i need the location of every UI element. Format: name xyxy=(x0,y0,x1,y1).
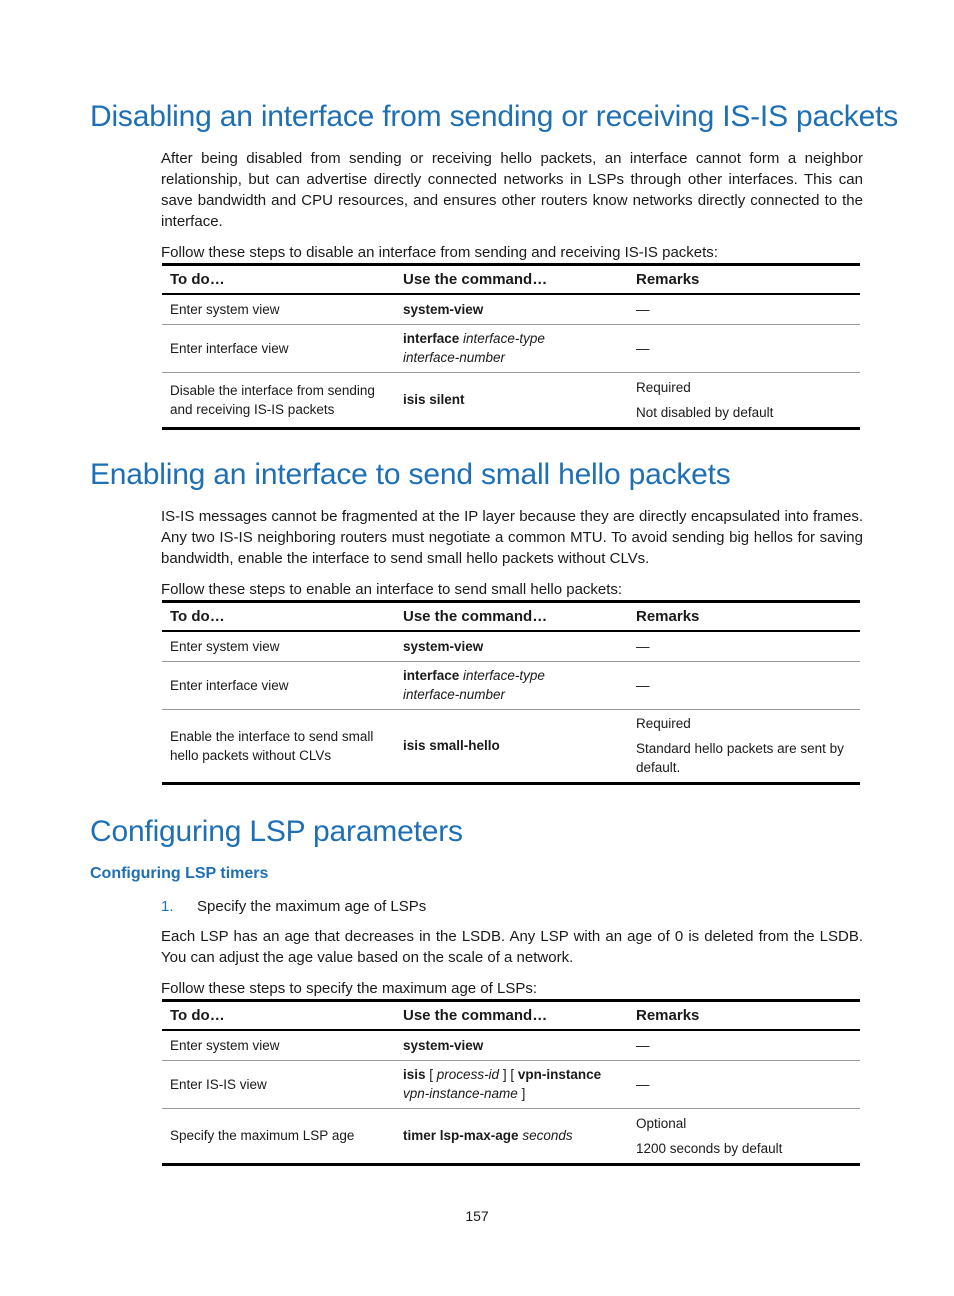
cell-remarks xyxy=(628,372,860,428)
header-remarks: Remarks xyxy=(628,265,860,295)
table-row xyxy=(162,1060,860,1108)
section-paragraph: Each LSP has an age that decreases in the LSDB. Any LSP with an age of 0 is deleted from the LSDB. You can adjust the age value based on the scale of a network. xyxy=(161,928,863,966)
table-intro: Follow these steps to disable an interface from sending and receiving IS-IS packets: xyxy=(161,244,718,261)
step-number: 1. xyxy=(161,898,174,915)
table-header-row xyxy=(162,265,860,295)
cell-remarks: — xyxy=(628,294,860,324)
header-todo: To do… xyxy=(162,265,395,295)
header-command: Use the command… xyxy=(395,265,628,295)
remark-line: Not disabled by default xyxy=(636,404,774,420)
cell-remarks: — xyxy=(628,1060,860,1108)
subsection-title-lsp-timers: Configuring LSP timers xyxy=(90,865,269,882)
remark-line: Standard hello packets are sent by default. xyxy=(636,741,844,775)
command-argument: vpn-instance-name xyxy=(403,1086,518,1101)
cell-command xyxy=(395,661,628,709)
command-keyword: vpn-instance xyxy=(517,1067,602,1082)
cell-todo: Enter system view xyxy=(162,1030,395,1060)
header-command: Use the command… xyxy=(395,1001,628,1031)
cell-todo: Enter system view xyxy=(162,631,395,661)
table-row xyxy=(162,1108,860,1164)
table-row xyxy=(162,631,860,661)
cell-todo: Specify the maximum LSP age xyxy=(162,1108,395,1164)
command-keyword: isis xyxy=(403,1067,426,1082)
cell-todo: Disable the interface from sending and receiving IS-IS packets xyxy=(162,372,395,428)
command-argument: seconds xyxy=(522,1128,573,1143)
cell-command xyxy=(395,1060,628,1108)
cell-remarks xyxy=(628,709,860,783)
cell-command: system-view xyxy=(395,1030,628,1060)
table-intro: Follow these steps to enable an interface to send small hello packets: xyxy=(161,581,623,598)
remark-line: Required xyxy=(636,379,691,395)
cell-command: system-view xyxy=(395,631,628,661)
cell-remarks: — xyxy=(628,661,860,709)
step-text: Specify the maximum age of LSPs xyxy=(197,898,427,915)
header-todo: To do… xyxy=(162,602,395,632)
command-keyword: interface xyxy=(403,331,460,346)
command-keyword: interface xyxy=(403,668,460,683)
table-row xyxy=(162,324,860,372)
table-row xyxy=(162,372,860,428)
numbered-step xyxy=(161,896,426,917)
table-row xyxy=(162,661,860,709)
section-paragraph: After being disabled from sending or receiving hello packets, an interface cannot form a neighbor relationship, but can advertise directly connected networks in LSPs through other interfaces. This can save bandwidth and CPU resources, and ensures other routers know networks directly connected to the interface. xyxy=(161,150,863,230)
page-number: 157 xyxy=(465,1208,489,1224)
table-row xyxy=(162,709,860,783)
command-table-small-hello xyxy=(162,600,860,785)
command-argument: interface-type xyxy=(463,331,545,346)
command-argument: interface-number xyxy=(403,350,506,365)
section-paragraph: IS-IS messages cannot be fragmented at the IP layer because they are directly encapsulated into frames. Any two IS-IS neighboring routers must negotiate a common MTU. To avoid sending big hellos for saving bandwidth, enable the interface to send small hello packets without CLVs. xyxy=(161,508,863,567)
table-row xyxy=(162,1030,860,1060)
header-todo: To do… xyxy=(162,1001,395,1031)
command-table-lsp-max-age xyxy=(162,999,860,1166)
header-command: Use the command… xyxy=(395,602,628,632)
cell-todo: Enter IS-IS view xyxy=(162,1060,395,1108)
header-remarks: Remarks xyxy=(628,1001,860,1031)
command-bracket: ] [ xyxy=(499,1067,518,1082)
cell-todo: Enter interface view xyxy=(162,661,395,709)
cell-command xyxy=(395,1108,628,1164)
cell-command: isis silent xyxy=(395,372,628,428)
command-table-disable-interface xyxy=(162,263,860,430)
cell-todo: Enter system view xyxy=(162,294,395,324)
cell-command xyxy=(395,324,628,372)
cell-todo: Enter interface view xyxy=(162,324,395,372)
command-keyword: timer lsp-max-age xyxy=(403,1128,519,1143)
section-title-lsp-parameters: Configuring LSP parameters xyxy=(90,815,463,848)
section-title-small-hello: Enabling an interface to send small hello packets xyxy=(90,458,731,491)
command-bracket: ] xyxy=(517,1086,526,1101)
cell-remarks: — xyxy=(628,1030,860,1060)
remark-line: 1200 seconds by default xyxy=(636,1140,783,1156)
cell-command: isis small-hello xyxy=(395,709,628,783)
command-bracket: [ xyxy=(425,1067,437,1082)
cell-remarks xyxy=(628,1108,860,1164)
table-intro: Follow these steps to specify the maximum age of LSPs: xyxy=(161,980,538,997)
cell-todo: Enable the interface to send small hello packets without CLVs xyxy=(162,709,395,783)
section-title-disable-interface: Disabling an interface from sending or receiving IS-IS packets xyxy=(90,100,899,133)
cell-command: system-view xyxy=(395,294,628,324)
command-argument: interface-number xyxy=(403,687,506,702)
command-argument: process-id xyxy=(436,1067,500,1082)
remark-line: Required xyxy=(636,716,691,731)
table-header-row xyxy=(162,1001,860,1031)
table-header-row xyxy=(162,602,860,632)
command-argument: interface-type xyxy=(463,668,545,683)
cell-remarks: — xyxy=(628,631,860,661)
table-row xyxy=(162,294,860,324)
cell-remarks: — xyxy=(628,324,860,372)
header-remarks: Remarks xyxy=(628,602,860,632)
remark-line: Optional xyxy=(636,1115,687,1131)
